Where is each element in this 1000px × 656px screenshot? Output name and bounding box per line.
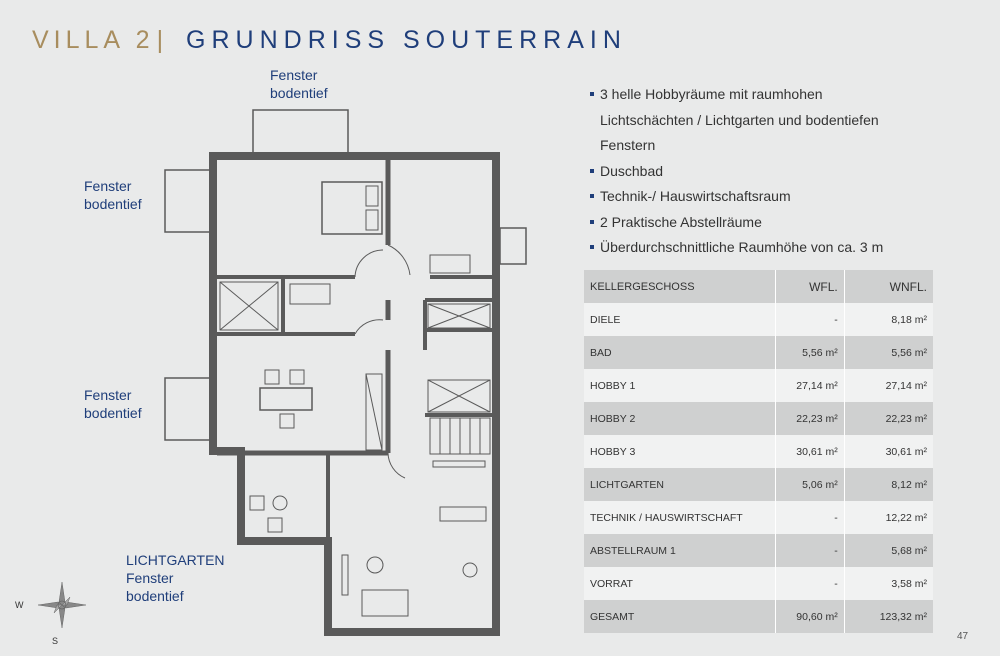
room-name: HOBBY 1: [584, 369, 775, 402]
wnfl-value: 8,12 m²: [844, 468, 933, 501]
wnfl-value: 5,56 m²: [844, 336, 933, 369]
label-window-mid-left: Fenster bodentief: [84, 387, 142, 421]
wfl-value: 27,14 m²: [775, 369, 844, 402]
table-row: [584, 303, 933, 336]
wfl-value: 5,56 m²: [775, 336, 844, 369]
wfl-value: 5,06 m²: [775, 468, 844, 501]
wnfl-value: 22,23 m²: [844, 402, 933, 435]
window-mid-left: [165, 378, 213, 440]
compass: [10, 580, 90, 650]
page-title: [32, 26, 627, 55]
bath-fixture: [430, 255, 470, 273]
room-name: HOBBY 2: [584, 402, 775, 435]
table-row: [584, 369, 933, 402]
bullet-icon: [590, 220, 594, 224]
table-row: [584, 336, 933, 369]
radiator: [433, 461, 485, 467]
table-header-row: [584, 270, 933, 303]
title-separator: |: [156, 26, 169, 54]
wnfl-value: 123,32 m²: [844, 600, 933, 633]
label-window-upper-left: Fenster bodentief: [84, 178, 142, 212]
bullet-icon: [590, 92, 594, 96]
room-name: LICHTGARTEN: [584, 468, 775, 501]
feature-item: Fenstern: [600, 137, 656, 153]
wnfl-value: 5,68 m²: [844, 534, 933, 567]
wfl-value: 90,60 m²: [775, 600, 844, 633]
compass-rose-icon: [10, 580, 90, 650]
wfl-value: 22,23 m²: [775, 402, 844, 435]
table-row: [584, 468, 933, 501]
feature-item: Technik-/ Hauswirtschaftsraum: [590, 184, 980, 210]
window-upper-left: [165, 170, 213, 232]
table-header-cell: WNFL.: [844, 270, 933, 303]
compass-west: W: [15, 600, 24, 610]
wnfl-value: 27,14 m²: [844, 369, 933, 402]
table-header-cell: KELLERGESCHOSS: [584, 270, 775, 303]
door-arc: [355, 320, 383, 334]
feature-list: [590, 82, 980, 261]
feature-item: Überdurchschnittliche Raumhöhe von ca. 3 m: [590, 235, 980, 261]
table-row: [584, 534, 933, 567]
label-window-top: Fenster bodentief: [270, 67, 328, 101]
bench: [440, 507, 486, 521]
page-number: 47: [957, 631, 969, 642]
wfl-value: -: [775, 534, 844, 567]
bullet-icon: [590, 194, 594, 198]
bullet-icon: [590, 245, 594, 249]
room-name: HOBBY 3: [584, 435, 775, 468]
room-name: ABSTELLRAUM 1: [584, 534, 775, 567]
door-arc: [388, 453, 405, 478]
window-top: [253, 110, 348, 156]
room-name: BAD: [584, 336, 775, 369]
wfl-value: 30,61 m²: [775, 435, 844, 468]
villa-label: VILLA 2: [32, 26, 155, 54]
exercise-bike: [367, 557, 383, 573]
room-name: GESAMT: [584, 600, 775, 633]
room-name: DIELE: [584, 303, 775, 336]
room-name: TECHNIK / HAUSWIRTSCHAFT: [584, 501, 775, 534]
wnfl-value: 8,18 m²: [844, 303, 933, 336]
label-lichtgarten: LICHTGARTEN Fenster bodentief: [126, 552, 225, 604]
wfl-value: -: [775, 501, 844, 534]
wnfl-value: 12,22 m²: [844, 501, 933, 534]
feature-item: 2 Praktische Abstellräume: [590, 210, 980, 236]
wfl-value: -: [775, 567, 844, 600]
room-name: VORRAT: [584, 567, 775, 600]
bullet-icon: [590, 169, 594, 173]
table-row: [584, 567, 933, 600]
wfl-value: -: [775, 303, 844, 336]
wnfl-value: 3,58 m²: [844, 567, 933, 600]
table-row: [584, 402, 933, 435]
table-row: [584, 501, 933, 534]
compass-south: S: [52, 636, 59, 646]
bath-fixture: [290, 284, 330, 304]
treadmill: [362, 590, 408, 616]
table-header-cell: WFL.: [775, 270, 844, 303]
wnfl-value: 30,61 m²: [844, 435, 933, 468]
feature-item: 3 helle Hobbyräume mit raumhohen: [590, 82, 980, 108]
outer-wall: [213, 156, 496, 632]
feature-item: Lichtschächten / Lichtgarten und bodentiefen: [600, 111, 879, 128]
staircase: [430, 418, 490, 454]
table-total-row: [584, 600, 933, 633]
bed: [322, 182, 382, 234]
door-arc: [388, 245, 410, 275]
area-table: [584, 270, 933, 633]
table: [260, 388, 312, 410]
table-row: [584, 435, 933, 468]
door-arc: [355, 250, 383, 277]
feature-item: Duschbad: [590, 159, 980, 185]
window-right: [500, 228, 526, 264]
plan-title: GRUNDRISS SOUTERRAIN: [186, 26, 627, 54]
